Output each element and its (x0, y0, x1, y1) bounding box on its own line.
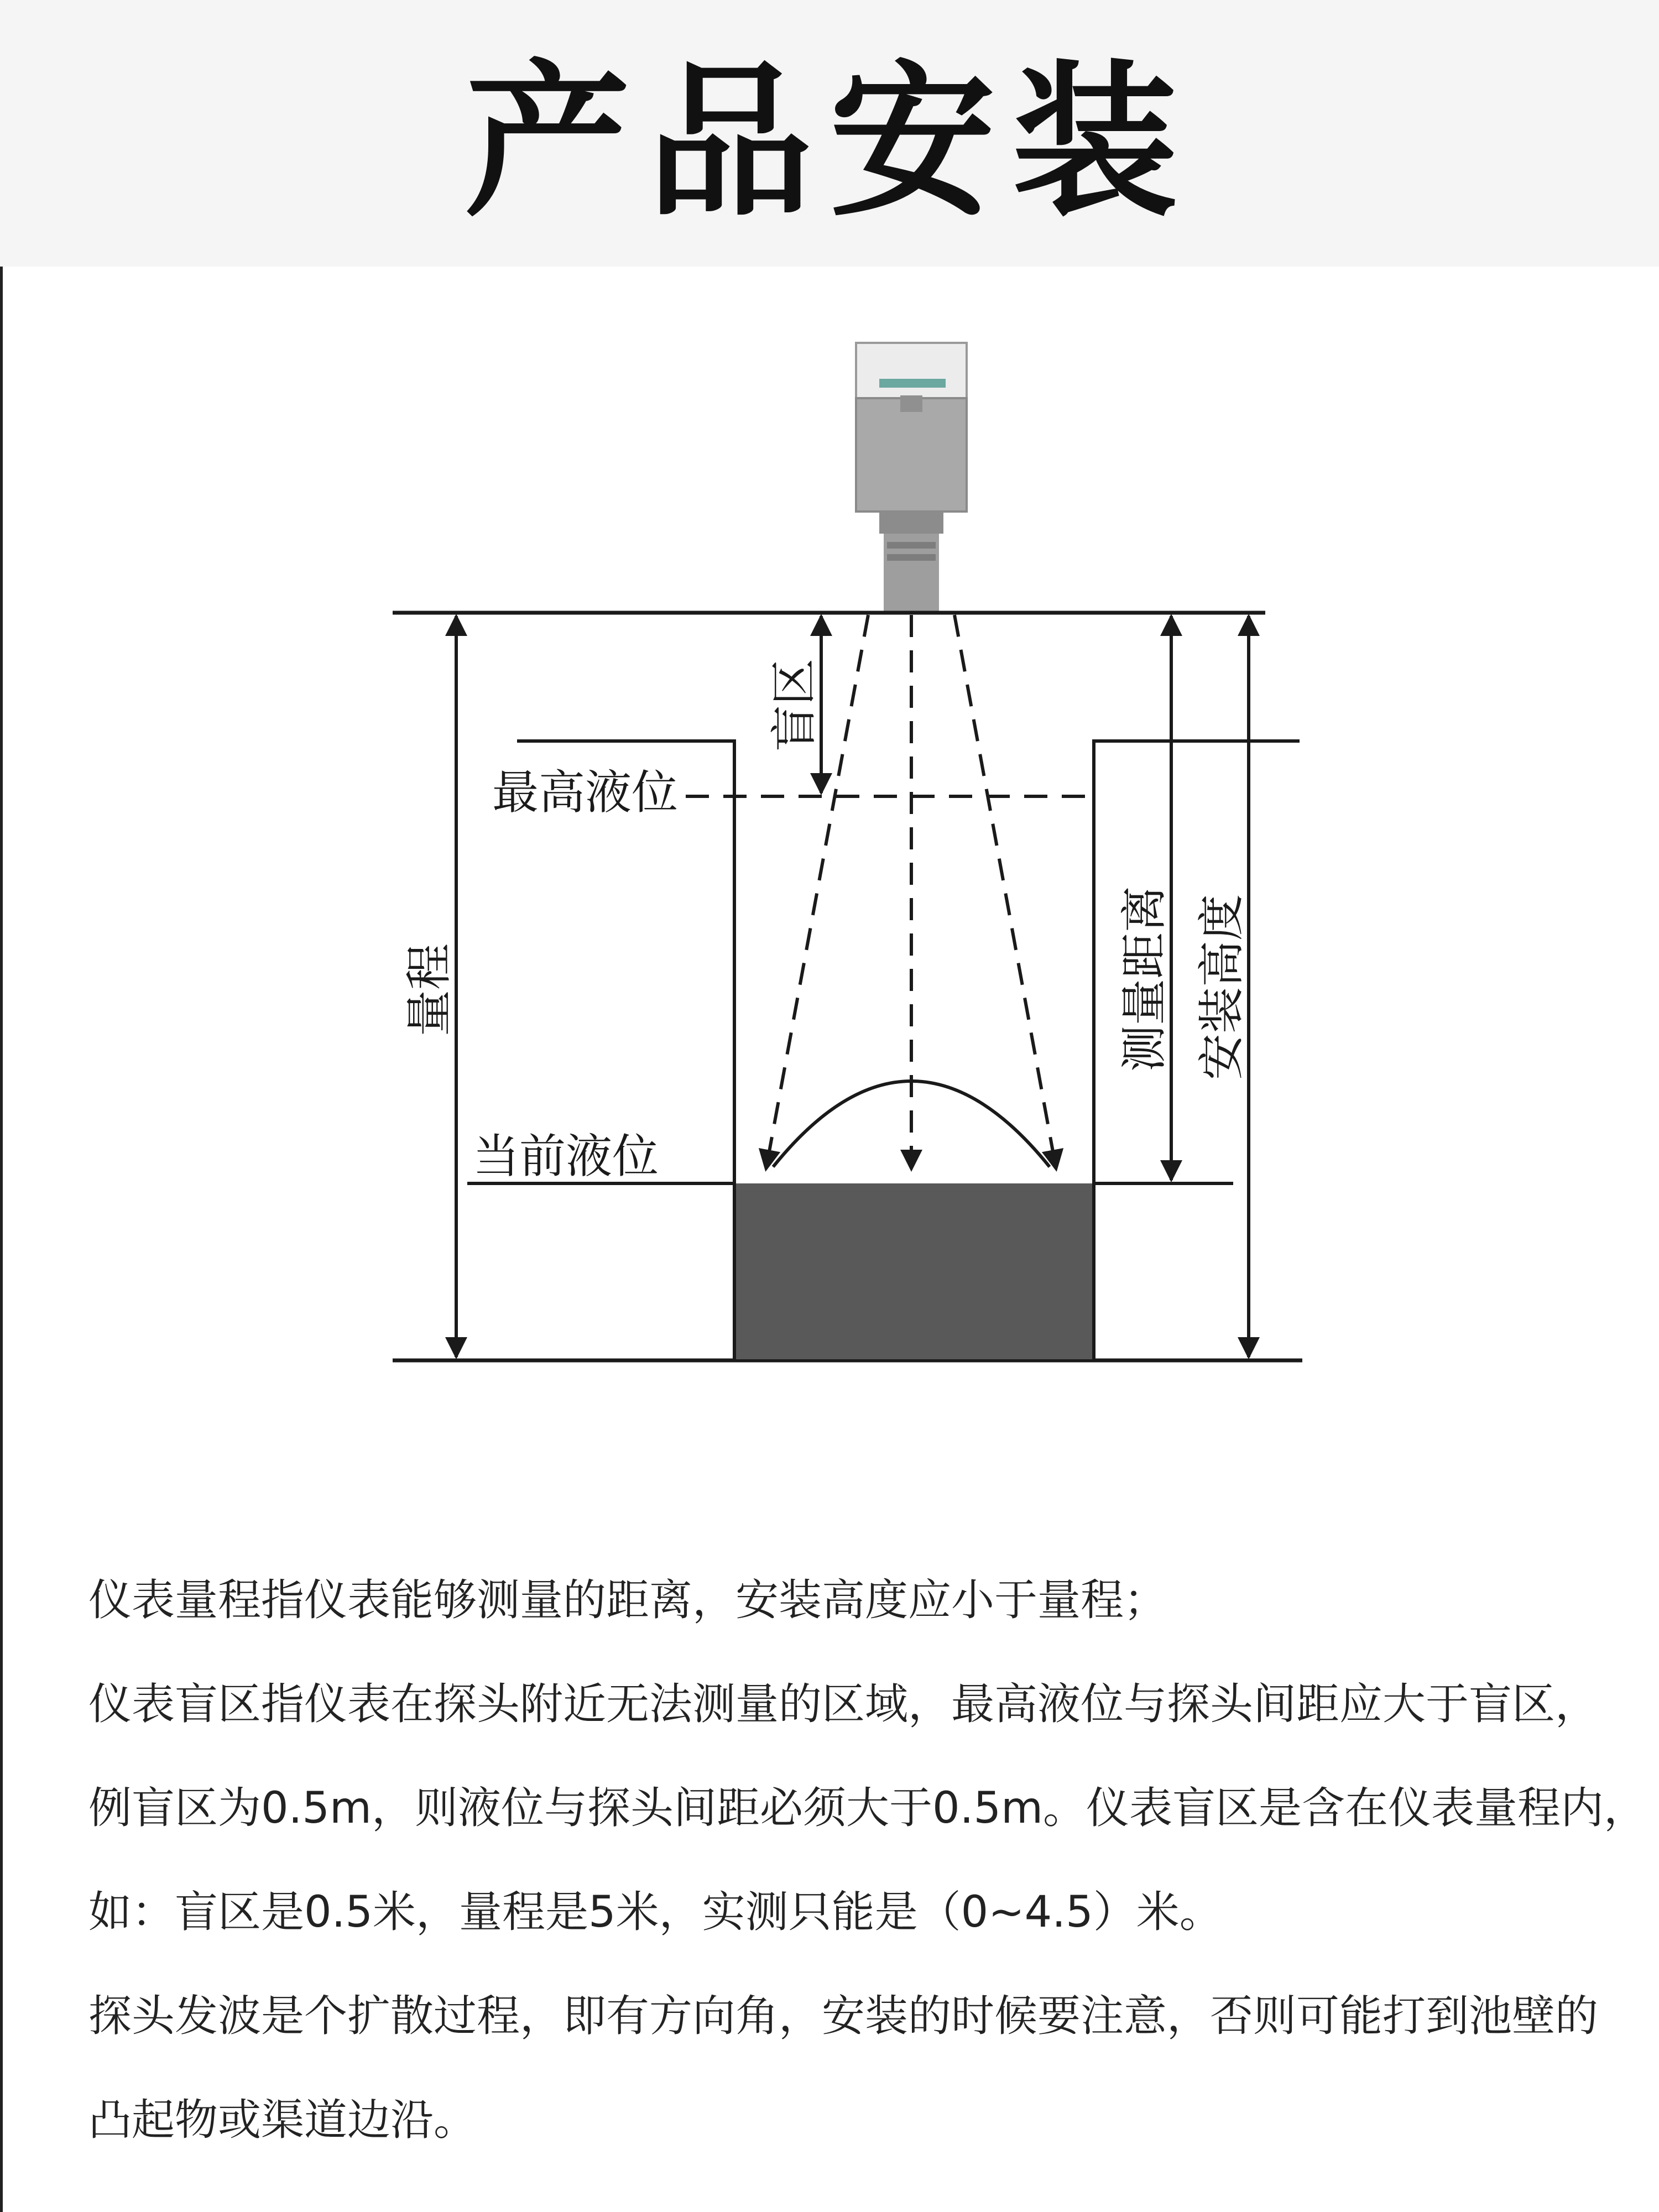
description-line: 探头发波是个扩散过程，即有方向角，安装的时候要注意，否则可能打到池壁的 (88, 1991, 1599, 2041)
description-line: 仪表量程指仪表能够测量的距离，安装高度应小于量程； (88, 1575, 1167, 1625)
label-max-level: 最高液位 (492, 765, 679, 820)
label-range: 量程 (402, 943, 456, 1037)
description-line: 仪表盲区指仪表在探头附近无法测量的区域，最高液位与探头间距应大于盲区， (88, 1679, 1599, 1729)
tank-left-wall (517, 741, 734, 1360)
liquid-fill (736, 1183, 1092, 1359)
label-blind-zone: 盲区 (767, 658, 821, 752)
page-title: 产品安装 (465, 45, 1194, 239)
description-block (88, 1548, 1647, 2172)
description-line: 如：盲区是0.5米，量程是5米，实测只能是（0~4.5）米。 (88, 1887, 1223, 1937)
installation-diagram (0, 267, 1659, 1538)
description-line: 凸起物或渠道边沿。 (88, 2095, 477, 2145)
header (0, 0, 1659, 267)
label-current-level: 当前液位 (473, 1129, 659, 1183)
label-install-height: 安装高度 (1194, 894, 1249, 1081)
description-line: 例盲区为0.5m，则液位与探头间距必须大于0.5m。仪表盲区是含在仪表量程内， (88, 1783, 1647, 1833)
label-measure-distance: 测量距离 (1117, 885, 1171, 1072)
ultrasonic-sensor-icon (856, 343, 967, 611)
